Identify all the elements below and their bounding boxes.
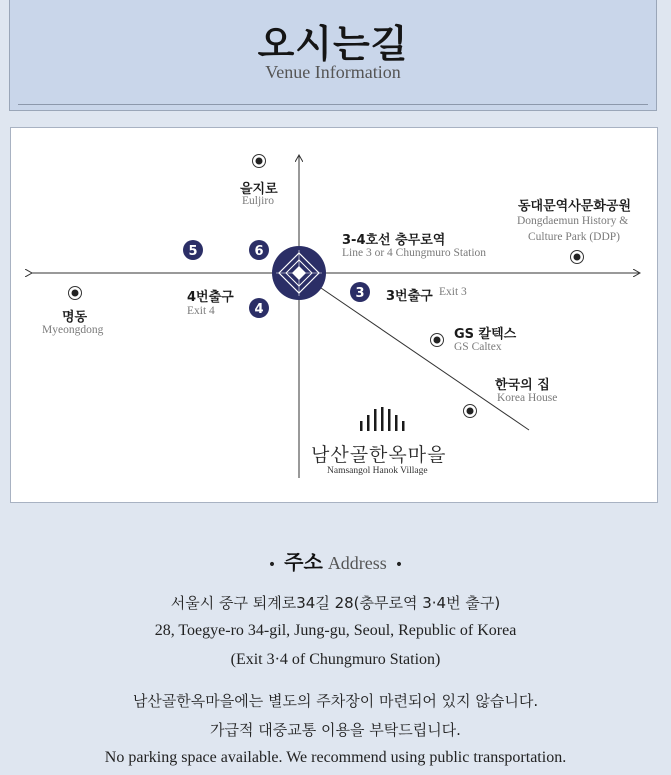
svg-text:6: 6 (254, 244, 264, 259)
euljiro-label-en: Euljiro (242, 195, 274, 207)
korea-house-label-en: Korea House (497, 392, 558, 404)
address-exit-note: (Exit 3·4 of Chungmuro Station) (230, 651, 441, 668)
parking-note-ko: 남산골한옥마을에는 별도의 주차장이 마련되어 있지 않습니다. (132, 692, 539, 710)
gs-caltex-label-en: GS Caltex (454, 341, 502, 353)
ddp-marker-icon (571, 251, 584, 264)
myeongdong-label-en: Myeongdong (42, 324, 104, 336)
station-label: 3-4호선 충무로역 (342, 233, 446, 248)
exit-4-badge (249, 298, 269, 318)
transport-note-ko: 가급적 대중교통 이용을 부탁드립니다. (210, 721, 461, 739)
address-heading (0, 546, 671, 575)
exit-6-badge (249, 240, 269, 260)
exit-5-badge (183, 240, 203, 260)
exit-4-label: 4번출구 (187, 290, 234, 305)
address-en: 28, Toegye-ro 34-gil, Jung-gu, Seoul, Republic of Korea (154, 622, 517, 639)
page-title: 오시는길 (257, 22, 409, 66)
bullet-left: • (267, 557, 277, 573)
euljiro-marker-icon (253, 155, 266, 168)
header-divider (18, 104, 648, 105)
bullet-right: • (394, 557, 404, 573)
address-title-en: Address (327, 553, 387, 573)
parking-note-en: No parking space available. We recommend using public transportation. (104, 749, 567, 766)
gs-caltex-label: GS 칼텍스 (454, 327, 517, 342)
address-title-ko: 주소 (284, 550, 323, 574)
chungmuro-hub-icon (272, 246, 326, 300)
page-subtitle: Venue Information (265, 62, 401, 82)
address-ko: 서울시 중구 퇴계로34길 28(충무로역 3·4번 출구) (170, 594, 501, 612)
exit-3-badge (350, 282, 370, 302)
svg-text:5: 5 (188, 244, 198, 259)
svg-text:4: 4 (254, 302, 264, 317)
hanok-village-label: 남산골한옥마을 (311, 445, 447, 466)
myeongdong-label: 명동 (62, 310, 88, 325)
ddp-label-en-1: Dongdaemun History & (517, 215, 629, 227)
korea-house-label: 한국의 집 (495, 378, 550, 393)
ddp-label: 동대문역사문화공원 (518, 199, 632, 214)
hanok-village-logo-icon (360, 407, 405, 431)
myeongdong-marker-icon (69, 287, 82, 300)
gs-caltex-marker-icon (431, 334, 444, 347)
euljiro-label: 을지로 (240, 182, 278, 197)
hanok-village-label-en: Namsangol Hanok Village (327, 466, 428, 476)
station-label-en: Line 3 or 4 Chungmuro Station (342, 247, 487, 259)
exit-3-label: 3번출구 (386, 289, 433, 304)
ddp-label-en-2: Culture Park (DDP) (528, 231, 620, 243)
exit-3-label-en: Exit 3 (439, 286, 467, 298)
exit-4-label-en: Exit 4 (187, 305, 215, 317)
korea-house-marker-icon (464, 405, 477, 418)
svg-text:3: 3 (355, 286, 365, 301)
location-map (10, 127, 658, 503)
header-banner (9, 0, 657, 111)
